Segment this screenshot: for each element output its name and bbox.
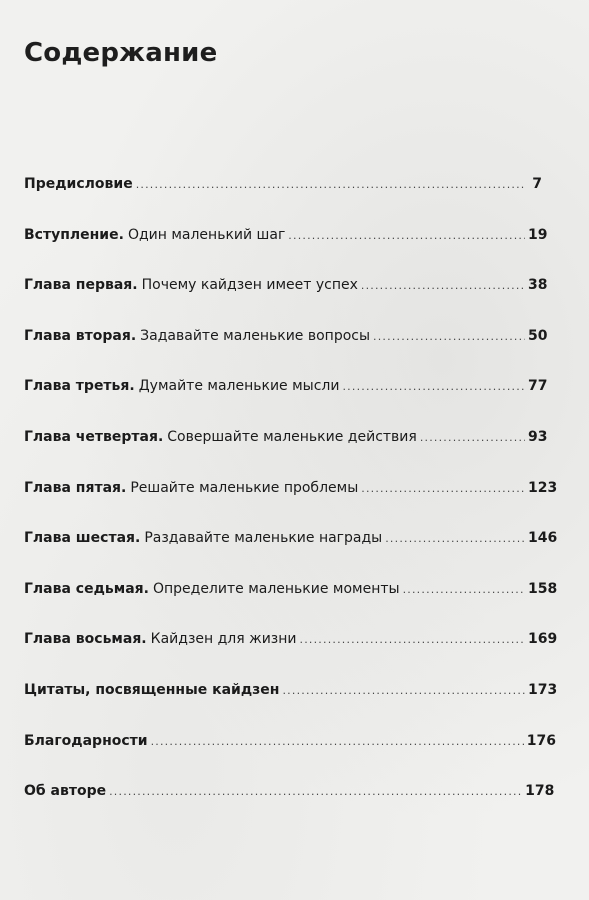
toc-entry[interactable] bbox=[24, 528, 558, 579]
toc-page-number: 93 bbox=[528, 428, 548, 445]
toc-entry[interactable] bbox=[24, 579, 558, 630]
toc-entry-subtitle: Определите маленькие моменты bbox=[152, 580, 400, 597]
toc-entry[interactable] bbox=[24, 174, 542, 225]
page-title: Содержание bbox=[24, 38, 218, 68]
toc-entry-title: Глава третья. bbox=[24, 378, 135, 395]
toc-page-number: 38 bbox=[528, 277, 548, 294]
dot-leader bbox=[385, 529, 525, 549]
toc-entry-subtitle: Один маленький шаг bbox=[127, 226, 286, 243]
toc-entry-subtitle: Задавайте маленькие вопросы bbox=[140, 327, 371, 344]
dot-leader bbox=[288, 226, 525, 246]
toc-entry-subtitle: Совершайте маленькие действия bbox=[167, 428, 417, 445]
toc-entry-subtitle: Раздавайте маленькие награды bbox=[144, 530, 383, 547]
toc-entry[interactable] bbox=[24, 731, 556, 782]
toc-page-number: 19 bbox=[528, 226, 548, 243]
toc-page-number: 123 bbox=[528, 479, 558, 496]
toc-page-number: 176 bbox=[526, 732, 556, 749]
toc-entry-title: Глава четвертая. bbox=[24, 428, 164, 445]
toc-page-number: 158 bbox=[528, 580, 558, 597]
toc-entry[interactable] bbox=[24, 629, 558, 680]
toc-page-number: 7 bbox=[532, 176, 542, 192]
toc-entry-title: Глава пятая. bbox=[24, 479, 127, 496]
toc-entry[interactable] bbox=[24, 680, 558, 731]
dot-leader bbox=[300, 630, 525, 650]
toc-entry-title: Цитаты, посвященные кайдзен bbox=[24, 681, 280, 698]
toc-page-number: 173 bbox=[528, 681, 558, 698]
toc-entry[interactable] bbox=[24, 781, 555, 832]
toc-page-number: 77 bbox=[528, 378, 548, 395]
toc-entry[interactable] bbox=[24, 326, 548, 377]
toc-page-number: 146 bbox=[528, 530, 558, 547]
dot-leader bbox=[403, 580, 525, 600]
dot-leader bbox=[342, 377, 525, 397]
dot-leader bbox=[151, 732, 524, 752]
toc-entry-subtitle: Почему кайдзен имеет успех bbox=[141, 277, 358, 294]
dot-leader bbox=[109, 782, 522, 802]
toc-entry-title: Глава вторая. bbox=[24, 327, 137, 344]
toc-entry-title: Глава первая. bbox=[24, 277, 138, 294]
dot-leader bbox=[420, 428, 525, 448]
dot-leader bbox=[136, 175, 525, 195]
toc-entry-subtitle: Кайдзен для жизни bbox=[150, 631, 297, 648]
toc-entry-title: Об авторе bbox=[24, 783, 107, 800]
toc-entry-subtitle: Думайте маленькие мысли bbox=[138, 378, 340, 395]
toc-entry-title: Глава шестая. bbox=[24, 530, 141, 547]
toc-entry[interactable] bbox=[24, 225, 548, 276]
toc-entry-title: Глава восьмая. bbox=[24, 631, 147, 648]
toc-entry[interactable] bbox=[24, 427, 548, 478]
toc-entry-title: Вступление. bbox=[24, 226, 124, 243]
toc-entry[interactable] bbox=[24, 478, 558, 529]
toc-entry[interactable] bbox=[24, 275, 548, 326]
toc-entry-title: Глава седьмая. bbox=[24, 580, 149, 597]
dot-leader bbox=[361, 276, 525, 296]
toc-entry[interactable] bbox=[24, 376, 548, 427]
toc-entry-title: Благодарности bbox=[24, 732, 148, 749]
toc-page-number: 178 bbox=[525, 783, 555, 800]
toc-page-number: 50 bbox=[528, 327, 548, 344]
dot-leader bbox=[373, 327, 525, 347]
dot-leader bbox=[361, 479, 525, 499]
table-of-contents bbox=[24, 174, 558, 832]
toc-entry-title: Предисловие bbox=[24, 176, 133, 192]
dot-leader bbox=[282, 681, 525, 701]
toc-page-number: 169 bbox=[528, 631, 558, 648]
toc-entry-subtitle: Решайте маленькие проблемы bbox=[130, 479, 359, 496]
